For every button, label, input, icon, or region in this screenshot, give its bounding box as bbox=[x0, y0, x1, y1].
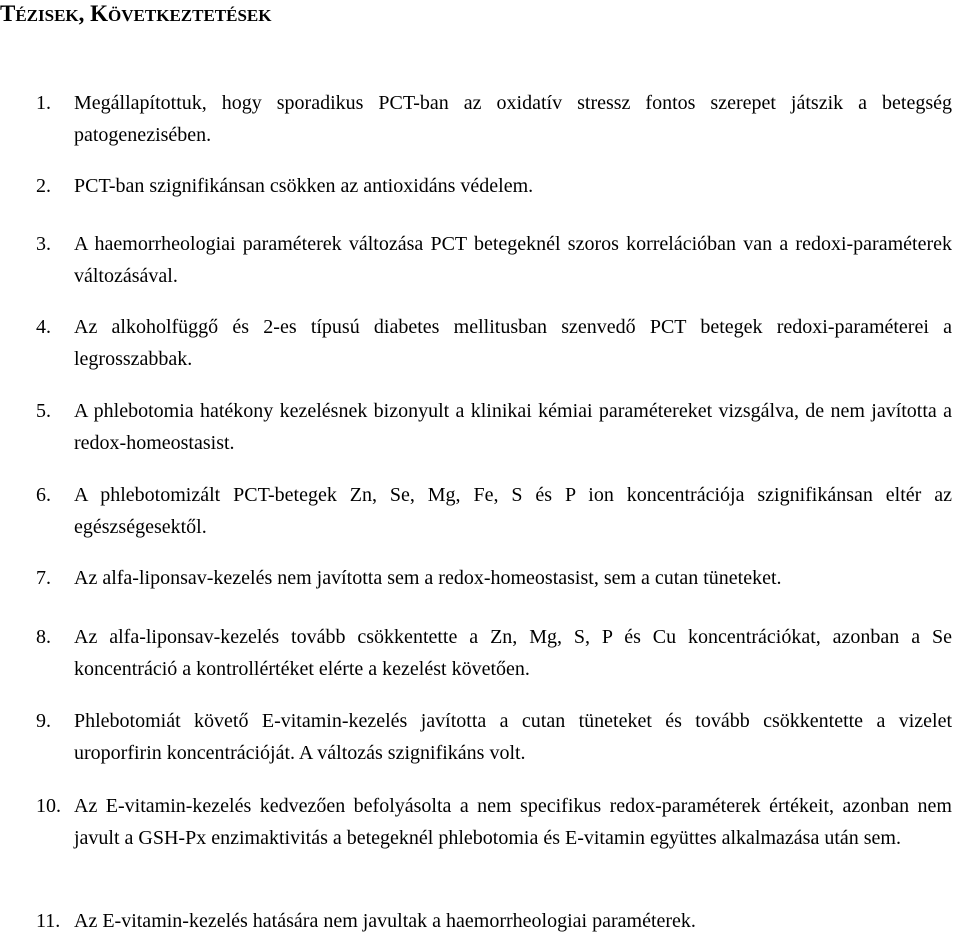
item-text: A phlebotomia hatékony kezelésnek bizonyult a klinikai kémiai paramétereket vizsgálva, de nem javította a redox-homeostasist. bbox=[74, 400, 952, 454]
conclusion-item bbox=[36, 228, 952, 292]
item-text: A haemorrheologiai paraméterek változása PCT betegeknél szoros korrelációban van a redoxi-paraméterek változásával. bbox=[74, 233, 952, 287]
item-text: Az E-vitamin-kezelés kedvezően befolyásolta a nem specifikus redox-paraméterek értékeit, azonban nem javult a GSH-Px enzimaktivitás a betegeknél phlebotomia és E-vitamin együttes alkalmazása után sem. bbox=[74, 795, 952, 849]
conclusion-item bbox=[36, 87, 952, 151]
item-number: 11. bbox=[36, 910, 61, 932]
item-text: Az E-vitamin-kezelés hatására nem javultak a haemorrheologiai paraméterek. bbox=[74, 910, 696, 932]
conclusion-item bbox=[36, 905, 952, 937]
heading-part: , K bbox=[78, 1, 109, 26]
heading-part: T bbox=[0, 1, 16, 26]
item-text: PCT-ban szignifikánsan csökken az antioxidáns védelem. bbox=[74, 175, 534, 197]
item-text: Az alkoholfüggő és 2-es típusú diabetes mellitusban szenvedő PCT betegek redoxi-paraméterei a legrosszabbak. bbox=[74, 316, 952, 370]
item-number: 9. bbox=[36, 710, 51, 732]
item-text: Az alfa-liponsav-kezelés tovább csökkentette a Zn, Mg, S, P és Cu koncentrációkat, azonban a Se koncentráció a kontrollértéket elérte a kezelést követően. bbox=[74, 626, 952, 680]
item-number: 8. bbox=[36, 626, 51, 648]
conclusion-item bbox=[36, 170, 952, 202]
item-number: 7. bbox=[36, 567, 51, 589]
conclusion-item bbox=[36, 311, 952, 375]
heading-part: ÉZISEK bbox=[15, 6, 79, 25]
conclusion-item bbox=[36, 790, 952, 854]
item-number: 2. bbox=[36, 175, 51, 197]
conclusion-item bbox=[36, 705, 952, 769]
conclusion-item bbox=[36, 395, 952, 459]
item-number: 5. bbox=[36, 400, 51, 422]
conclusion-item bbox=[36, 562, 952, 594]
item-number: 6. bbox=[36, 484, 51, 506]
item-number: 3. bbox=[36, 233, 51, 255]
item-text: Phlebotomiát követő E-vitamin-kezelés javította a cutan tüneteket és tovább csökkentette a vizelet uroporfirin koncentrációját. A változás szignifikáns volt. bbox=[74, 710, 952, 764]
item-text: Megállapítottuk, hogy sporadikus PCT-ban az oxidatív stressz fontos szerepet játszik a betegség patogenezisében. bbox=[74, 92, 952, 146]
item-number: 4. bbox=[36, 316, 51, 338]
item-text: Az alfa-liponsav-kezelés nem javította sem a redox-homeostasist, sem a cutan tüneteket. bbox=[74, 567, 782, 589]
item-text: A phlebotomizált PCT-betegek Zn, Se, Mg, Fe, S és P ion koncentrációja szignifikánsan eltér az egészségesektől. bbox=[74, 484, 952, 538]
conclusion-item bbox=[36, 621, 952, 685]
item-number: 10. bbox=[36, 795, 61, 817]
item-number: 1. bbox=[36, 92, 51, 114]
section-heading bbox=[0, 0, 272, 30]
heading-part: ÖVETKEZTETÉSEK bbox=[108, 6, 272, 25]
conclusion-item bbox=[36, 479, 952, 543]
